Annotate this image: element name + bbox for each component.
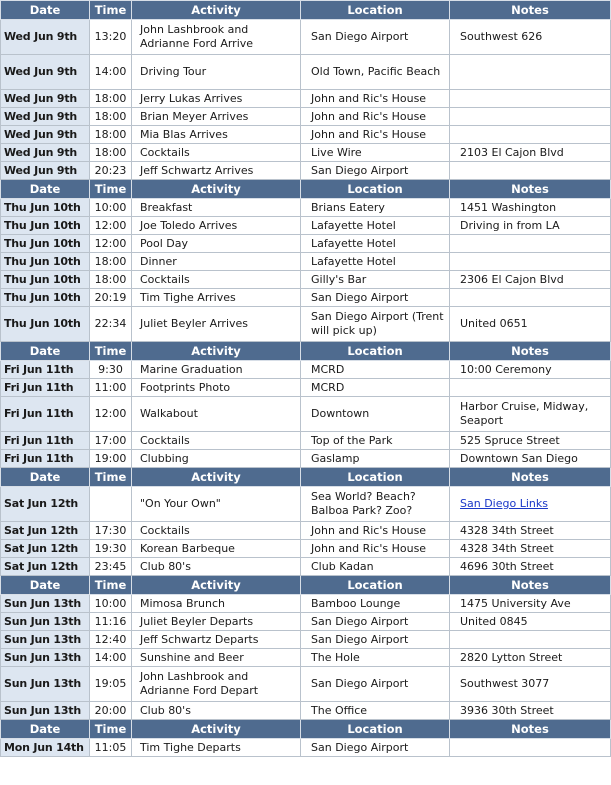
notes-cell — [450, 379, 611, 397]
activity-cell: Driving Tour — [132, 55, 301, 90]
activity-cell: Walkabout — [132, 397, 301, 432]
time-cell: 18:00 — [90, 144, 132, 162]
table-row — [1, 522, 611, 540]
activity-cell: Tim Tighe Departs — [132, 739, 301, 757]
activity-cell: Juliet Beyler Departs — [132, 613, 301, 631]
location-cell: John and Ric's House — [301, 522, 450, 540]
table-row — [1, 162, 611, 180]
column-header-activity: Activity — [132, 1, 301, 20]
date-cell: Wed Jun 9th — [1, 144, 90, 162]
notes-cell: 3936 30th Street — [450, 702, 611, 720]
table-row — [1, 613, 611, 631]
table-row — [1, 702, 611, 720]
column-header-notes: Notes — [450, 342, 611, 361]
column-header-location: Location — [301, 468, 450, 487]
notes-cell: 2820 Lytton Street — [450, 649, 611, 667]
location-cell: Top of the Park — [301, 432, 450, 450]
date-cell: Thu Jun 10th — [1, 217, 90, 235]
location-cell: John and Ric's House — [301, 108, 450, 126]
table-row — [1, 739, 611, 757]
date-cell: Sun Jun 13th — [1, 649, 90, 667]
column-header-activity: Activity — [132, 576, 301, 595]
activity-cell: Cocktails — [132, 271, 301, 289]
notes-cell: 4328 34th Street — [450, 540, 611, 558]
notes-cell — [450, 90, 611, 108]
column-header-time: Time — [90, 1, 132, 20]
time-cell: 19:30 — [90, 540, 132, 558]
table-row — [1, 595, 611, 613]
column-header-time: Time — [90, 468, 132, 487]
location-cell: Bamboo Lounge — [301, 595, 450, 613]
notes-cell — [450, 126, 611, 144]
activity-cell: Mimosa Brunch — [132, 595, 301, 613]
location-cell: John and Ric's House — [301, 126, 450, 144]
date-cell: Sun Jun 13th — [1, 631, 90, 649]
date-cell: Fri Jun 11th — [1, 450, 90, 468]
activity-cell: Jerry Lukas Arrives — [132, 90, 301, 108]
activity-cell: Korean Barbeque — [132, 540, 301, 558]
table-row — [1, 307, 611, 342]
notes-cell: Southwest 3077 — [450, 667, 611, 702]
date-cell: Thu Jun 10th — [1, 289, 90, 307]
location-cell: Live Wire — [301, 144, 450, 162]
time-cell: 22:34 — [90, 307, 132, 342]
time-cell: 11:00 — [90, 379, 132, 397]
time-cell: 18:00 — [90, 271, 132, 289]
column-header-date: Date — [1, 468, 90, 487]
column-header-location: Location — [301, 342, 450, 361]
activity-cell: Joe Toledo Arrives — [132, 217, 301, 235]
time-cell: 20:00 — [90, 702, 132, 720]
notes-cell — [450, 108, 611, 126]
table-row — [1, 379, 611, 397]
column-header-notes: Notes — [450, 468, 611, 487]
notes-cell: 2306 El Cajon Blvd — [450, 271, 611, 289]
notes-cell — [450, 235, 611, 253]
column-header-date: Date — [1, 1, 90, 20]
time-cell: 19:00 — [90, 450, 132, 468]
date-cell: Thu Jun 10th — [1, 271, 90, 289]
location-cell: Lafayette Hotel — [301, 217, 450, 235]
activity-cell: Pool Day — [132, 235, 301, 253]
notes-cell — [450, 487, 611, 522]
table-row — [1, 289, 611, 307]
notes-cell — [450, 739, 611, 757]
column-header-activity: Activity — [132, 468, 301, 487]
activity-cell: Tim Tighe Arrives — [132, 289, 301, 307]
location-cell: San Diego Airport — [301, 20, 450, 55]
notes-cell: 10:00 Ceremony — [450, 361, 611, 379]
activity-cell: Club 80's — [132, 702, 301, 720]
table-row — [1, 126, 611, 144]
date-cell: Sun Jun 13th — [1, 595, 90, 613]
activity-cell: Cocktails — [132, 522, 301, 540]
activity-cell: Mia Blas Arrives — [132, 126, 301, 144]
activity-cell: Jeff Schwartz Departs — [132, 631, 301, 649]
time-cell: 13:20 — [90, 20, 132, 55]
column-header-location: Location — [301, 1, 450, 20]
notes-cell: Southwest 626 — [450, 20, 611, 55]
column-header-notes: Notes — [450, 576, 611, 595]
time-cell: 11:16 — [90, 613, 132, 631]
date-cell: Wed Jun 9th — [1, 55, 90, 90]
san-diego-links-link[interactable]: San Diego Links — [460, 497, 548, 510]
location-cell: John and Ric's House — [301, 90, 450, 108]
activity-cell: Sunshine and Beer — [132, 649, 301, 667]
location-cell: San Diego Airport — [301, 613, 450, 631]
time-cell: 14:00 — [90, 55, 132, 90]
date-cell: Wed Jun 9th — [1, 20, 90, 55]
activity-cell: John Lashbrook and Adrianne Ford Arrive — [132, 20, 301, 55]
table-row — [1, 144, 611, 162]
notes-cell: United 0651 — [450, 307, 611, 342]
date-cell: Wed Jun 9th — [1, 90, 90, 108]
column-header-time: Time — [90, 576, 132, 595]
section-header-row — [1, 468, 611, 487]
location-cell: Brians Eatery — [301, 199, 450, 217]
location-cell: Sea World? Beach? Balboa Park? Zoo? — [301, 487, 450, 522]
table-row — [1, 487, 611, 522]
section-header-row — [1, 342, 611, 361]
table-row — [1, 450, 611, 468]
date-cell: Sat Jun 12th — [1, 558, 90, 576]
schedule-body — [1, 1, 611, 757]
location-cell: San Diego Airport (Trent will pick up) — [301, 307, 450, 342]
table-row — [1, 55, 611, 90]
column-header-notes: Notes — [450, 180, 611, 199]
location-cell: Club Kadan — [301, 558, 450, 576]
activity-cell: Cocktails — [132, 144, 301, 162]
date-cell: Fri Jun 11th — [1, 397, 90, 432]
notes-cell: 2103 El Cajon Blvd — [450, 144, 611, 162]
activity-cell: Brian Meyer Arrives — [132, 108, 301, 126]
table-row — [1, 397, 611, 432]
column-header-date: Date — [1, 720, 90, 739]
table-row — [1, 253, 611, 271]
table-row — [1, 667, 611, 702]
location-cell: San Diego Airport — [301, 631, 450, 649]
notes-cell: Downtown San Diego — [450, 450, 611, 468]
section-header-row — [1, 1, 611, 20]
date-cell: Wed Jun 9th — [1, 108, 90, 126]
table-row — [1, 108, 611, 126]
column-header-date: Date — [1, 342, 90, 361]
notes-cell — [450, 162, 611, 180]
time-cell: 10:00 — [90, 595, 132, 613]
notes-cell: Driving in from LA — [450, 217, 611, 235]
notes-cell — [450, 55, 611, 90]
time-cell: 18:00 — [90, 253, 132, 271]
location-cell: The Office — [301, 702, 450, 720]
table-row — [1, 20, 611, 55]
time-cell: 9:30 — [90, 361, 132, 379]
notes-cell: Harbor Cruise, Midway, Seaport — [450, 397, 611, 432]
activity-cell: Jeff Schwartz Arrives — [132, 162, 301, 180]
table-row — [1, 432, 611, 450]
activity-cell: "On Your Own" — [132, 487, 301, 522]
table-row — [1, 271, 611, 289]
location-cell: San Diego Airport — [301, 739, 450, 757]
date-cell: Sat Jun 12th — [1, 487, 90, 522]
column-header-location: Location — [301, 720, 450, 739]
location-cell: Old Town, Pacific Beach — [301, 55, 450, 90]
notes-cell: 1451 Washington — [450, 199, 611, 217]
location-cell: John and Ric's House — [301, 540, 450, 558]
activity-cell: Dinner — [132, 253, 301, 271]
date-cell: Thu Jun 10th — [1, 235, 90, 253]
time-cell: 20:23 — [90, 162, 132, 180]
column-header-time: Time — [90, 342, 132, 361]
column-header-date: Date — [1, 576, 90, 595]
notes-cell: United 0845 — [450, 613, 611, 631]
date-cell: Wed Jun 9th — [1, 126, 90, 144]
time-cell: 18:00 — [90, 90, 132, 108]
date-cell: Fri Jun 11th — [1, 361, 90, 379]
column-header-notes: Notes — [450, 1, 611, 20]
activity-cell: Clubbing — [132, 450, 301, 468]
table-row — [1, 558, 611, 576]
section-header-row — [1, 576, 611, 595]
time-cell: 12:00 — [90, 217, 132, 235]
time-cell: 18:00 — [90, 126, 132, 144]
date-cell: Fri Jun 11th — [1, 432, 90, 450]
date-cell: Sun Jun 13th — [1, 702, 90, 720]
time-cell: 23:45 — [90, 558, 132, 576]
date-cell: Mon Jun 14th — [1, 739, 90, 757]
column-header-notes: Notes — [450, 720, 611, 739]
activity-cell: John Lashbrook and Adrianne Ford Depart — [132, 667, 301, 702]
table-row — [1, 217, 611, 235]
location-cell: Downtown — [301, 397, 450, 432]
section-header-row — [1, 720, 611, 739]
location-cell: MCRD — [301, 379, 450, 397]
date-cell: Sat Jun 12th — [1, 540, 90, 558]
table-row — [1, 540, 611, 558]
column-header-date: Date — [1, 180, 90, 199]
activity-cell: Juliet Beyler Arrives — [132, 307, 301, 342]
time-cell: 10:00 — [90, 199, 132, 217]
time-cell: 20:19 — [90, 289, 132, 307]
time-cell: 18:00 — [90, 108, 132, 126]
column-header-activity: Activity — [132, 342, 301, 361]
notes-cell: 4696 30th Street — [450, 558, 611, 576]
notes-cell: 1475 University Ave — [450, 595, 611, 613]
column-header-location: Location — [301, 576, 450, 595]
column-header-time: Time — [90, 720, 132, 739]
location-cell: San Diego Airport — [301, 289, 450, 307]
location-cell: San Diego Airport — [301, 162, 450, 180]
notes-cell — [450, 631, 611, 649]
date-cell: Thu Jun 10th — [1, 199, 90, 217]
time-cell: 17:30 — [90, 522, 132, 540]
date-cell: Wed Jun 9th — [1, 162, 90, 180]
date-cell: Sat Jun 12th — [1, 522, 90, 540]
section-header-row — [1, 180, 611, 199]
notes-cell: 4328 34th Street — [450, 522, 611, 540]
notes-cell — [450, 289, 611, 307]
time-cell: 12:40 — [90, 631, 132, 649]
table-row — [1, 235, 611, 253]
date-cell: Thu Jun 10th — [1, 253, 90, 271]
time-cell: 12:00 — [90, 397, 132, 432]
column-header-activity: Activity — [132, 720, 301, 739]
date-cell: Sun Jun 13th — [1, 613, 90, 631]
notes-cell: 525 Spruce Street — [450, 432, 611, 450]
activity-cell: Footprints Photo — [132, 379, 301, 397]
column-header-location: Location — [301, 180, 450, 199]
location-cell: MCRD — [301, 361, 450, 379]
table-row — [1, 90, 611, 108]
column-header-time: Time — [90, 180, 132, 199]
time-cell: 11:05 — [90, 739, 132, 757]
time-cell: 17:00 — [90, 432, 132, 450]
time-cell: 14:00 — [90, 649, 132, 667]
table-row — [1, 631, 611, 649]
location-cell: Gilly's Bar — [301, 271, 450, 289]
location-cell: The Hole — [301, 649, 450, 667]
activity-cell: Breakfast — [132, 199, 301, 217]
location-cell: Gaslamp — [301, 450, 450, 468]
table-row — [1, 361, 611, 379]
activity-cell: Cocktails — [132, 432, 301, 450]
time-cell: 12:00 — [90, 235, 132, 253]
notes-cell — [450, 253, 611, 271]
location-cell: San Diego Airport — [301, 667, 450, 702]
time-cell — [90, 487, 132, 522]
activity-cell: Club 80's — [132, 558, 301, 576]
location-cell: Lafayette Hotel — [301, 253, 450, 271]
date-cell: Thu Jun 10th — [1, 307, 90, 342]
time-cell: 19:05 — [90, 667, 132, 702]
table-row — [1, 649, 611, 667]
activity-cell: Marine Graduation — [132, 361, 301, 379]
date-cell: Fri Jun 11th — [1, 379, 90, 397]
date-cell: Sun Jun 13th — [1, 667, 90, 702]
table-row — [1, 199, 611, 217]
column-header-activity: Activity — [132, 180, 301, 199]
location-cell: Lafayette Hotel — [301, 235, 450, 253]
